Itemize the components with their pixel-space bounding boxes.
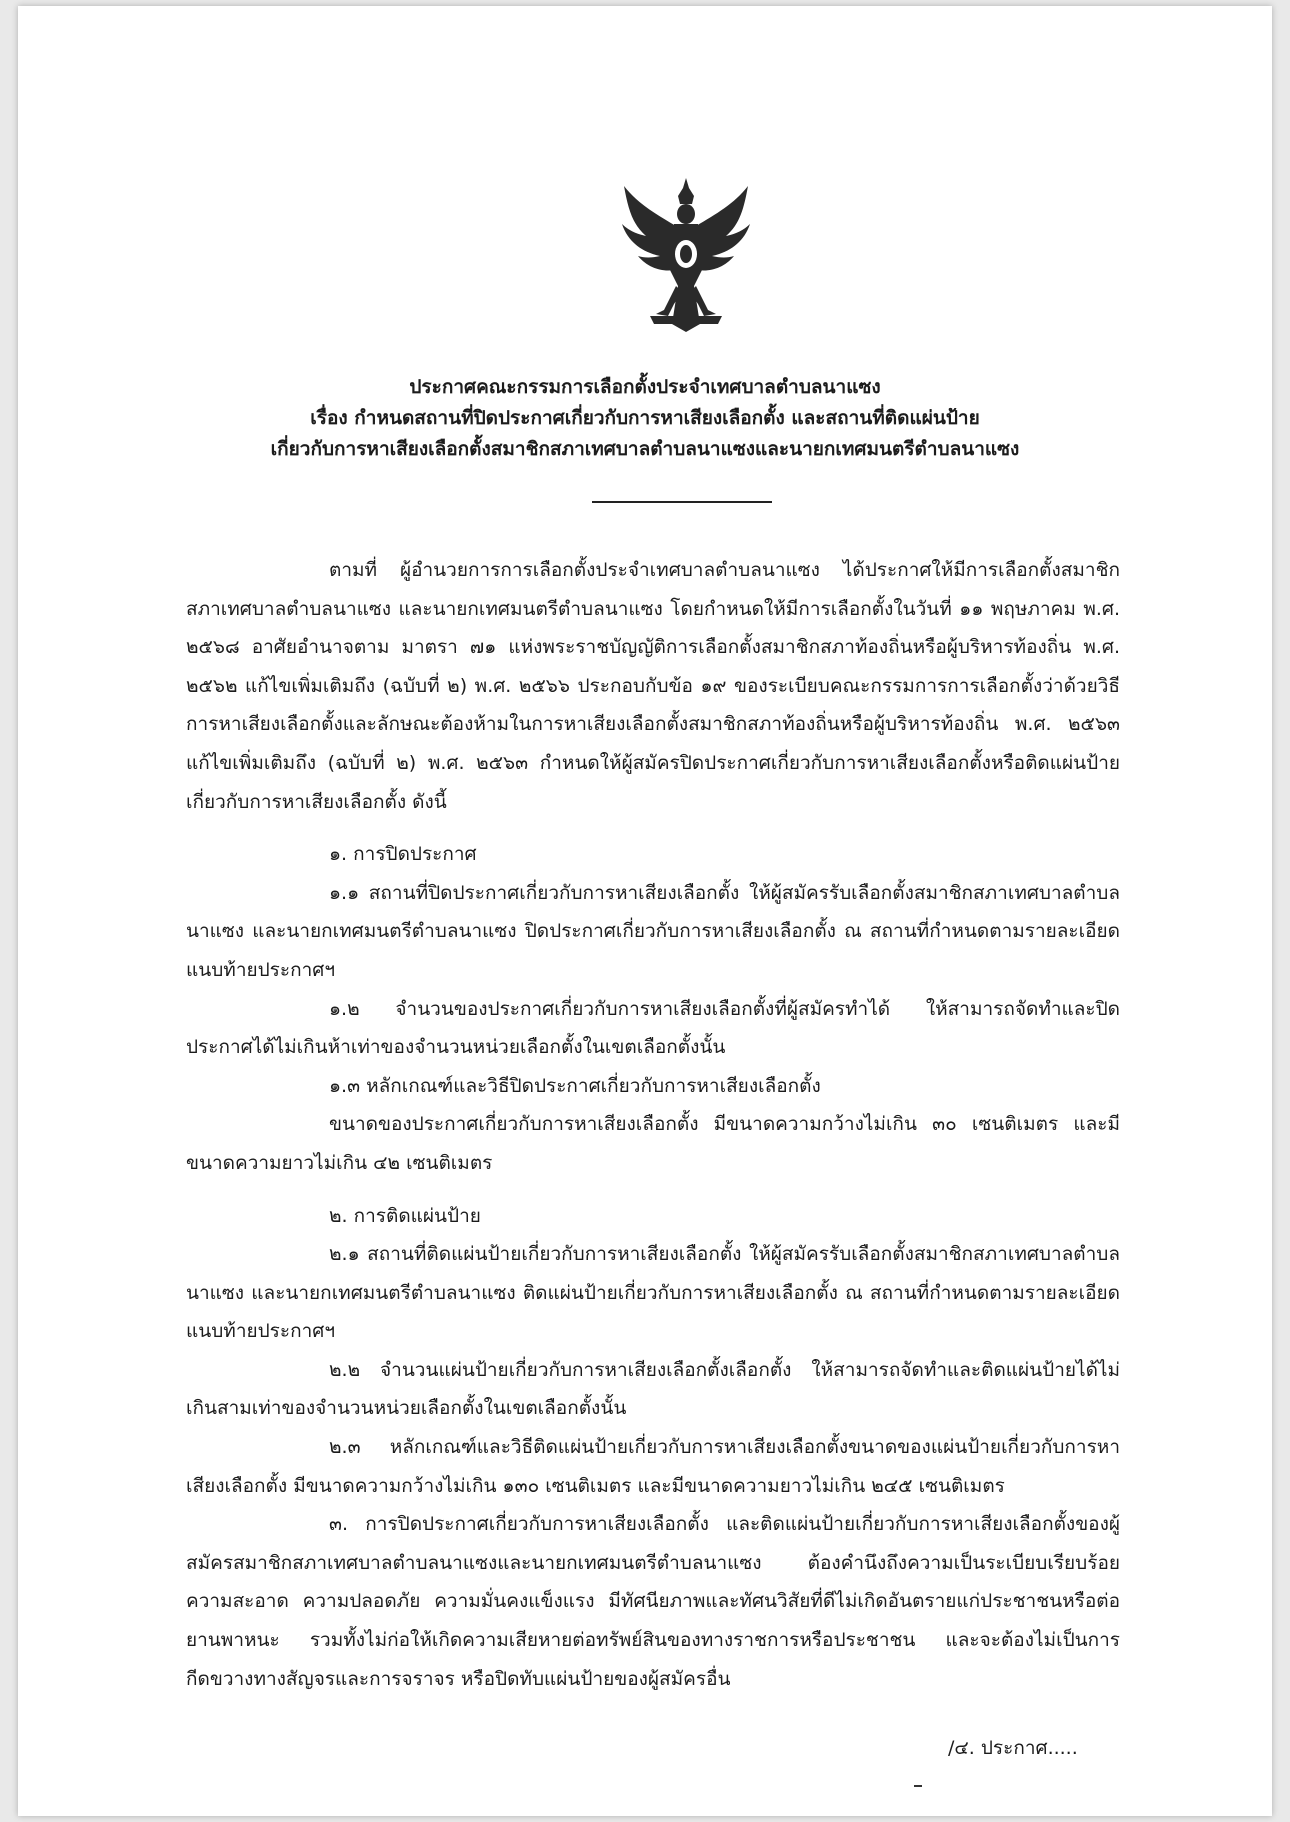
page-mark	[914, 1785, 922, 1787]
section-1-1: ๑.๑ สถานที่ปิดประกาศเกี่ยวกับการหาเสียงเลือกตั้ง ให้ผู้สมัครรับเลือกตั้งสมาชิกสภาเทศบาลตำบลนาแซง และนายกเทศมนตรีตำบลนาแซง ปิดประกาศเกี่ยวกับการหาเสียงเลือกตั้ง ณ สถานที่กำหนดตามรายละเอียด แนบท้ายประกาศฯ	[186, 881, 1120, 981]
announcement-title	[78, 372, 1212, 465]
section-1-3-detail: ขนาดของประกาศเกี่ยวกับการหาเสียงเลือกตั้ง มีขนาดความกว้างไม่เกิน ๓๐ เซนติเมตร และมีขนาดความยาวไม่เกิน ๔๒ เซนติเมตร	[186, 1113, 1120, 1174]
title-line-2: เรื่อง กำหนดสถานที่ปิดประกาศเกี่ยวกับการหาเสียงเลือกตั้ง และสถานที่ติดแผ่นป้าย	[310, 407, 980, 429]
section-2-1: ๒.๑ สถานที่ติดแผ่นป้ายเกี่ยวกับการหาเสียงเลือกตั้ง ให้ผู้สมัครรับเลือกตั้งสมาชิกสภาเทศบาลตำบลนาแซง และนายกเทศมนตรีตำบลนาแซง ติดแผ่นป้ายเกี่ยวกับการหาเสียงเลือกตั้ง ณ สถานที่กำหนดตามรายละเอียด แนบท้ายประกาศฯ	[186, 1243, 1120, 1343]
section-2-3: ๒.๓ หลักเกณฑ์และวิธีติดแผ่นป้ายเกี่ยวกับการหาเสียงเลือกตั้งขนาดของแผ่นป้ายเกี่ยวกับการหาเสียงเลือกตั้ง มีขนาดความกว้างไม่เกิน ๑๓๐ เซนติเมตร และมีขนาดความยาวไม่เกิน ๒๔๕ เซนติเมตร	[186, 1436, 1120, 1497]
continuation-note: /๔. ประกาศ.....	[948, 1737, 1078, 1759]
announcement-body	[186, 551, 1120, 1698]
section-1-2: ๑.๒ จำนวนของประกาศเกี่ยวกับการหาเสียงเลือกตั้งที่ผู้สมัครทำได้ ให้สามารถจัดทำและปิดประกาศได้ไม่เกินห้าเท่าของจำนวนหน่วยเลือกตั้งในเขตเลือกตั้งนั้น	[186, 997, 1120, 1059]
title-divider	[592, 501, 772, 503]
section-1-heading: ๑. การปิดประกาศ	[329, 843, 477, 866]
section-1-3: ๑.๓ หลักเกณฑ์และวิธีปิดประกาศเกี่ยวกับการหาเสียงเลือกตั้ง	[329, 1074, 821, 1097]
intro-paragraph: ตามที่ ผู้อำนวยการการเลือกตั้งประจำเทศบาลตำบลนาแซง ได้ประกาศให้มีการเลือกตั้งสมาชิกสภาเทศบาลตำบลนาแซง และนายกเทศมนตรีตำบลนาแซง โดยกำหนดให้มีการเลือกตั้งในวันที่ ๑๑ พฤษภาคม พ.ศ. ๒๕๖๘ อาศัยอำนาจตาม มาตรา ๗๑ แห่งพระราชบัญญัติการเลือกตั้งสมาชิกสภาท้องถิ่นหรือผู้บริหารท้องถิ่น พ.ศ. ๒๕๖๒ แก้ไขเพิ่มเติมถึง (ฉบับที่ ๒) พ.ศ. ๒๕๖๖ ประกอบกับข้อ ๑๙ ของระเบียบคณะกรรมการการเลือกตั้งว่าด้วยวิธีการหาเสียงเลือกตั้งและลักษณะต้องห้ามในการหาเสียงเลือกตั้งสมาชิกสภาท้องถิ่นหรือผู้บริหารท้องถิ่น พ.ศ. ๒๕๖๓ แก้ไขเพิ่มเติมถึง (ฉบับที่ ๒) พ.ศ. ๒๕๖๓ กำหนดให้ผู้สมัครปิดประกาศเกี่ยวกับการหาเสียงเลือกตั้งหรือติดแผ่นป้ายเกี่ยวกับการหาเสียงเลือกตั้ง ดังนี้	[186, 559, 1120, 813]
title-line-1: ประกาศคณะกรรมการเลือกตั้งประจำเทศบาลตำบลนาแซง	[409, 376, 881, 398]
section-3: ๓. การปิดประกาศเกี่ยวกับการหาเสียงเลือกตั้ง และติดแผ่นป้ายเกี่ยวกับการหาเสียงเลือกตั้งของผู้สมัครสมาชิกสภาเทศบาลตำบลนาแซงและนายกเทศมนตรีตำบลนาแซง ต้องคำนึงถึงความเป็นระเบียบเรียบร้อย ความสะอาด ความปลอดภัย ความมั่นคงแข็งแรง มีทัศนียภาพและทัศนวิสัยที่ดีไม่เกิดอันตรายแก่ประชาชนหรือต่อยานพาหนะ รวมทั้งไม่ก่อให้เกิดความเสียหายต่อทรัพย์สินของทางราชการหรือประชาชน และจะต้องไม่เป็นการกีดขวางทางสัญจรและการจราจร หรือปิดทับแผ่นป้ายของผู้สมัครอื่น	[186, 1513, 1120, 1690]
title-line-3: เกี่ยวกับการหาเสียงเลือกตั้งสมาชิกสภาเทศบาลตำบลนาแซงและนายกเทศมนตรีตำบลนาแซง	[270, 438, 1020, 460]
section-2-2: ๒.๒ จำนวนแผ่นป้ายเกี่ยวกับการหาเสียงเลือกตั้งเลือกตั้ง ให้สามารถจัดทำและติดแผ่นป้ายได้ไม่เกินสามเท่าของจำนวนหน่วยเลือกตั้งในเขตเลือกตั้งนั้น	[186, 1358, 1120, 1420]
garuda-emblem-icon	[616, 174, 756, 336]
document-page	[18, 6, 1272, 1816]
section-2-heading: ๒. การติดแผ่นป้าย	[329, 1204, 481, 1227]
